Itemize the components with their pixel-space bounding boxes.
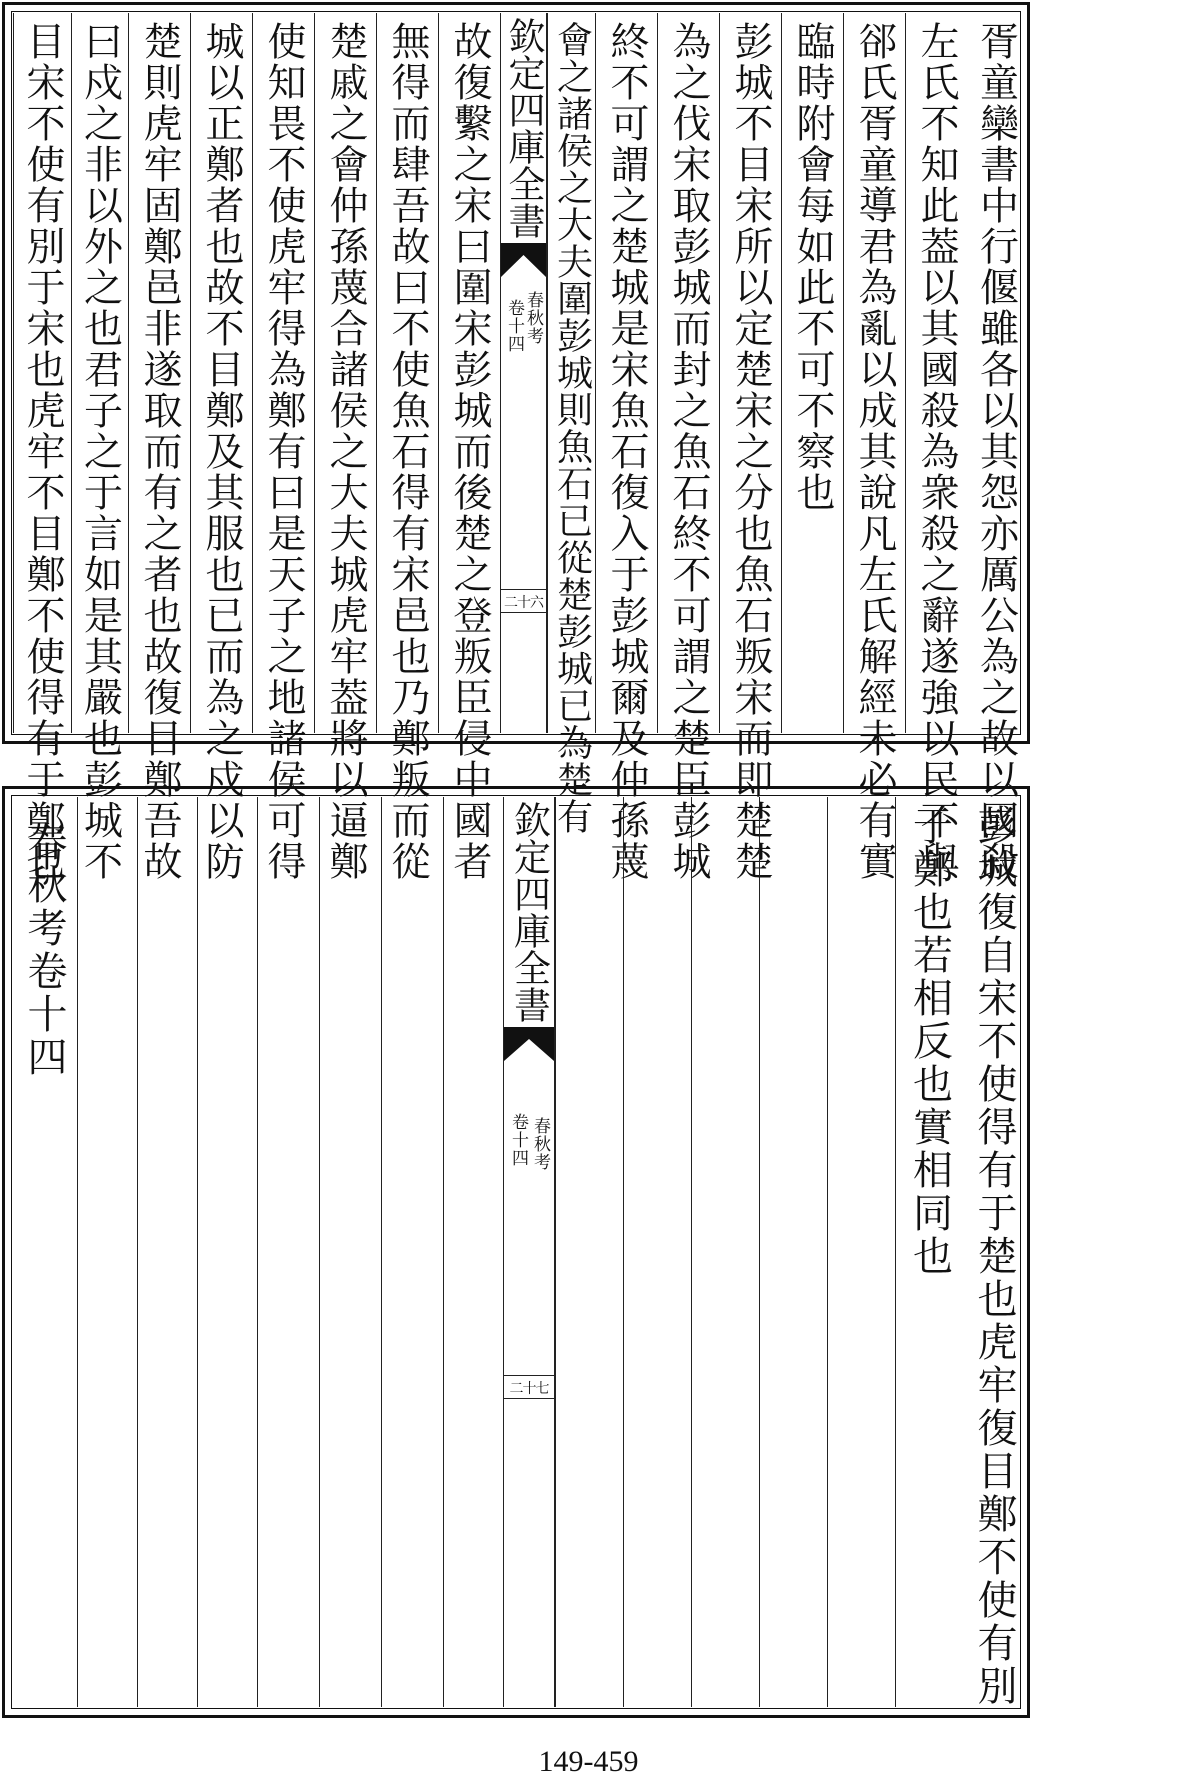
column-text: 左氏不知此葢以其國殺為衆殺之辭遂強以民不與: [914, 21, 959, 882]
text-column: [781, 13, 843, 733]
bottom-page: [2, 786, 1030, 1718]
text-column: [13, 797, 75, 1707]
section-title: 春秋考: [523, 291, 543, 345]
text-column: [128, 13, 190, 882]
text-column: [843, 13, 905, 882]
text-column: [438, 13, 500, 882]
column-text: 故復繫之宋曰圍宋彭城而後楚之登叛臣侵中國者: [447, 21, 492, 882]
top-page: [2, 2, 1030, 882]
folio-number: 二十六: [504, 595, 543, 611]
column-text: 城以正鄭者也故不目鄭及其服也已而為之戍以防: [199, 21, 244, 882]
column-text: 胥童欒書中行偃雖各以其怨亦厲公為之故以國殺: [973, 21, 1019, 882]
text-column: [319, 797, 381, 1707]
column-text: 彭城不目宋所以定楚宋之分也魚石叛宋而即楚楚: [728, 21, 773, 882]
text-column: [13, 13, 71, 882]
column-text: 彭城復自宋不使得有于楚也虎牢復目鄭不使有別: [971, 805, 1017, 1708]
folio-box: [504, 1375, 554, 1399]
text-column: [547, 13, 595, 835]
text-column: [691, 797, 759, 1707]
column-text: 臨時附會每如此不可不察也: [790, 21, 835, 513]
text-column: [75, 797, 77, 1707]
fishtail-mark: [501, 243, 546, 279]
text-column: [555, 797, 623, 1707]
book-title: 欽定四庫全書: [507, 801, 551, 1023]
column-text: 使知畏不使虎牢得為鄭有曰是天子之地諸侯可得: [261, 21, 306, 882]
column-text: 無得而肆吾故曰不使魚石得有宋邑也乃鄭叛而從: [385, 21, 430, 882]
text-column: [257, 797, 319, 1707]
folio-box: [501, 589, 546, 613]
text-column: [381, 797, 443, 1707]
text-column: [71, 13, 128, 882]
book-title: 欽定四庫全書: [502, 17, 545, 239]
volume-label: 卷十四: [504, 299, 524, 353]
text-column: [314, 13, 376, 882]
text-column: [623, 797, 691, 1707]
text-column: [905, 13, 967, 882]
page-number: 149-459: [538, 1745, 639, 1778]
text-column: [657, 13, 719, 882]
text-column: [197, 797, 257, 1707]
text-column: [376, 13, 438, 882]
column-text: 楚戚之會仲孫蔑合諸侯之大夫城虎牢葢將以逼鄭: [323, 21, 368, 882]
column-text: 終不可謂之楚城是宋魚石復入于彭城爾及仲孫蔑: [604, 21, 649, 882]
center-column: [500, 13, 547, 733]
text-column: [895, 797, 963, 1707]
text-column: [137, 797, 197, 1707]
column-text: 郤氏胥童導君為亂以成其說凡左氏解經未必有實: [852, 21, 897, 882]
folio-number: 二十七: [509, 1381, 549, 1397]
column-text: 為之伐宋取彭城而封之魚石終不可謂之楚臣彭城: [666, 21, 711, 882]
column-text: 曰戍之非以外之也君子之于言如是其嚴也彭城不: [77, 21, 123, 882]
text-column: [827, 797, 895, 1707]
center-column: [503, 797, 555, 1707]
book-title-box: [501, 13, 546, 244]
fishtail-mark: [504, 1027, 554, 1063]
text-column: [77, 797, 137, 1707]
column-text: 會之諸侯之大夫圍彭城則魚石已從楚彭城已為楚有: [551, 21, 593, 835]
text-column: [719, 13, 781, 882]
text-column: [967, 13, 1025, 882]
section-title: 春秋考: [530, 1117, 550, 1171]
text-column: [252, 13, 314, 882]
column-text: 楚則虎牢固鄭邑非遂取而有之者也故復目鄭吾故: [137, 21, 182, 882]
text-column: [759, 797, 827, 1707]
book-title-box: [504, 797, 554, 1028]
column-text: 目宋不使有別于宋也虎牢不目鄭不使得有于鄭也: [20, 21, 65, 882]
closing-title: 春秋考卷十四: [21, 821, 67, 1079]
text-column: [443, 797, 503, 1707]
text-column: [595, 13, 657, 882]
volume-label: 卷十四: [508, 1113, 528, 1167]
column-text: 于鄭也若相反也實相同也: [906, 805, 953, 1278]
text-column: [190, 13, 252, 882]
text-column: [963, 797, 1025, 1707]
